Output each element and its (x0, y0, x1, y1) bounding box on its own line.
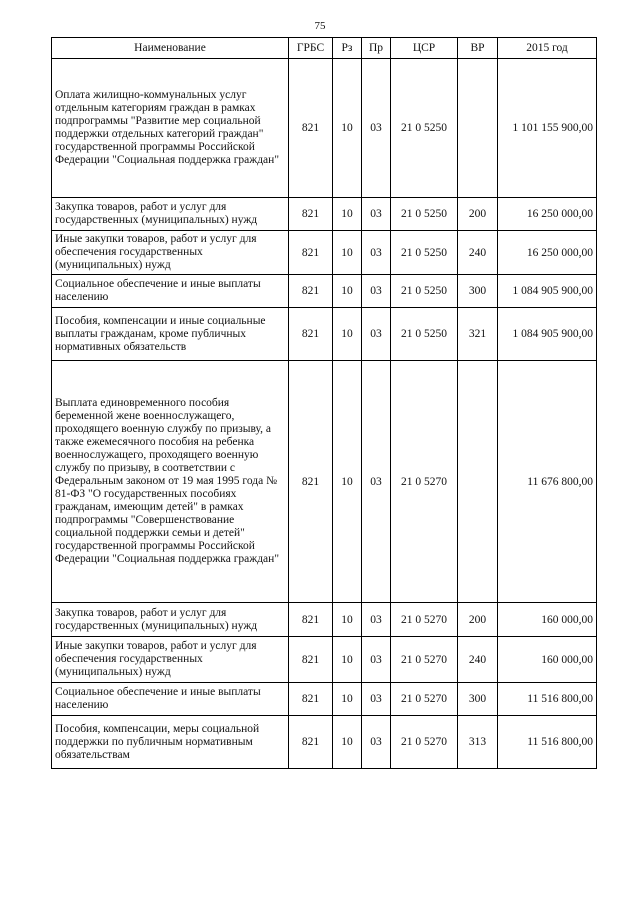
row-amount: 160 000,00 (498, 603, 597, 637)
row-csr: 21 0 5250 (391, 198, 458, 231)
row-vr: 240 (458, 637, 498, 683)
row-rz: 10 (333, 308, 362, 361)
row-rz: 10 (333, 637, 362, 683)
table-row (52, 603, 597, 637)
row-csr: 21 0 5250 (391, 275, 458, 308)
row-csr: 21 0 5270 (391, 683, 458, 716)
row-pr: 03 (362, 361, 391, 603)
row-pr: 03 (362, 716, 391, 769)
row-rz: 10 (333, 683, 362, 716)
row-name: Выплата единовременного пособия беременной жене военнослужащего, проходящего военную службу по призыву, а также ежемесячного пособия на ребенка военнослужащего, проходящего военную службу по призыву, в соответствии с Федеральным законом от 19 мая 1995 года № 81-ФЗ "О государственных пособиях гражданам, имеющим детей" в рамках подпрограммы "Совершенствование социальной поддержки семьи и детей" государственной программы Российской Федерации "Социальная поддержка граждан" (52, 361, 289, 603)
header-grbs: ГРБС (289, 38, 333, 59)
table-row (52, 716, 597, 769)
row-grbs: 821 (289, 59, 333, 198)
table-row (52, 361, 597, 603)
row-csr: 21 0 5250 (391, 231, 458, 275)
row-pr: 03 (362, 59, 391, 198)
row-csr: 21 0 5270 (391, 637, 458, 683)
header-csr: ЦСР (391, 38, 458, 59)
table-row (52, 275, 597, 308)
row-vr: 300 (458, 275, 498, 308)
row-amount: 1 084 905 900,00 (498, 275, 597, 308)
row-grbs: 821 (289, 275, 333, 308)
header-name: Наименование (52, 38, 289, 59)
row-name: Пособия, компенсации, меры социальной поддержки по публичным нормативным обязательствам (52, 716, 289, 769)
row-rz: 10 (333, 603, 362, 637)
row-name: Социальное обеспечение и иные выплаты населению (52, 275, 289, 308)
table-row (52, 59, 597, 198)
row-amount: 11 676 800,00 (498, 361, 597, 603)
row-rz: 10 (333, 198, 362, 231)
row-pr: 03 (362, 603, 391, 637)
table-row (52, 637, 597, 683)
row-amount: 11 516 800,00 (498, 683, 597, 716)
row-csr: 21 0 5270 (391, 603, 458, 637)
row-pr: 03 (362, 275, 391, 308)
row-csr: 21 0 5250 (391, 59, 458, 198)
row-amount: 160 000,00 (498, 637, 597, 683)
row-rz: 10 (333, 275, 362, 308)
row-name: Иные закупки товаров, работ и услуг для обеспечения государственных (муниципальных) нужд (52, 231, 289, 275)
row-pr: 03 (362, 308, 391, 361)
row-vr: 321 (458, 308, 498, 361)
row-pr: 03 (362, 231, 391, 275)
row-rz: 10 (333, 231, 362, 275)
row-name: Пособия, компенсации и иные социальные выплаты гражданам, кроме публичных нормативных обязательств (52, 308, 289, 361)
row-grbs: 821 (289, 637, 333, 683)
row-grbs: 821 (289, 716, 333, 769)
row-pr: 03 (362, 683, 391, 716)
row-vr: 200 (458, 603, 498, 637)
row-csr: 21 0 5270 (391, 716, 458, 769)
row-rz: 10 (333, 716, 362, 769)
row-vr: 300 (458, 683, 498, 716)
row-name: Закупка товаров, работ и услуг для государственных (муниципальных) нужд (52, 603, 289, 637)
row-amount: 16 250 000,00 (498, 198, 597, 231)
row-amount: 16 250 000,00 (498, 231, 597, 275)
budget-table (51, 37, 597, 769)
table-row (52, 683, 597, 716)
row-vr: 240 (458, 231, 498, 275)
row-csr: 21 0 5270 (391, 361, 458, 603)
row-grbs: 821 (289, 198, 333, 231)
header-rz: Рз (333, 38, 362, 59)
row-vr (458, 59, 498, 198)
row-grbs: 821 (289, 683, 333, 716)
row-amount: 11 516 800,00 (498, 716, 597, 769)
row-name: Иные закупки товаров, работ и услуг для обеспечения государственных (муниципальных) нужд (52, 637, 289, 683)
table-row (52, 308, 597, 361)
row-amount: 1 084 905 900,00 (498, 308, 597, 361)
header-vr: ВР (458, 38, 498, 59)
row-grbs: 821 (289, 361, 333, 603)
table-header-row (52, 38, 597, 59)
row-name: Оплата жилищно-коммунальных услуг отдельным категориям граждан в рамках подпрограммы "Развитие мер социальной поддержки отдельных категорий граждан" государственной программы Российской Федерации "Социальная поддержка граждан" (52, 59, 289, 198)
page-number: 75 (314, 20, 326, 32)
table-row (52, 231, 597, 275)
row-vr: 200 (458, 198, 498, 231)
row-name: Социальное обеспечение и иные выплаты населению (52, 683, 289, 716)
row-rz: 10 (333, 361, 362, 603)
row-vr: 313 (458, 716, 498, 769)
row-grbs: 821 (289, 603, 333, 637)
row-vr (458, 361, 498, 603)
row-csr: 21 0 5250 (391, 308, 458, 361)
row-rz: 10 (333, 59, 362, 198)
row-pr: 03 (362, 198, 391, 231)
header-year: 2015 год (498, 38, 597, 59)
row-amount: 1 101 155 900,00 (498, 59, 597, 198)
row-pr: 03 (362, 637, 391, 683)
row-grbs: 821 (289, 308, 333, 361)
row-grbs: 821 (289, 231, 333, 275)
table-row (52, 198, 597, 231)
row-name: Закупка товаров, работ и услуг для государственных (муниципальных) нужд (52, 198, 289, 231)
header-pr: Пр (362, 38, 391, 59)
